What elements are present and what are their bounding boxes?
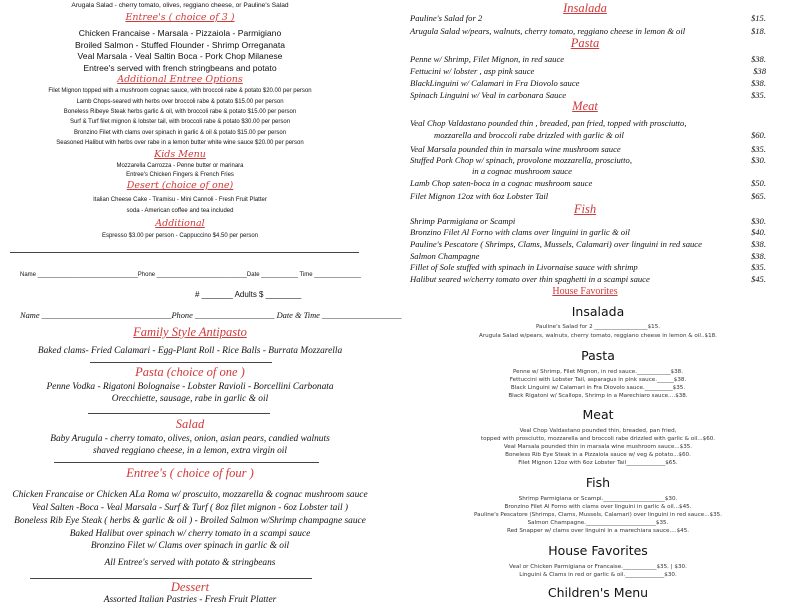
menu-line: Black Linguini w/ Calamari in Fra Diovolo sauce.__________$35. [510,385,686,391]
additional-option: Lamb Chops-seared with herbs over broccoli rabe & potato $15.00 per person [76,99,284,105]
divider [88,413,270,414]
item-price: $40. [750,227,766,237]
menu-item [410,26,766,36]
house-favorites-header: House Favorites [552,286,618,297]
item-price: $45. [750,274,766,284]
menu-item [410,227,766,237]
additional-option: Surf & Turf filet mignon & lobster tail, with broccoli rabe & potato $30.00 per person [69,119,291,125]
item-price: $38. [750,78,766,88]
kids-header: Kids Menu [154,149,206,160]
guest-count-field[interactable]: # _______ Adults $ ________ [195,290,302,299]
antipasto-header: Family Style Antipasto [133,325,247,339]
item-price: $50. [750,178,766,188]
menu-line: Veal Chop Valdastano pounded thin, breaded, pan fried, [519,428,677,434]
menu-line: Bronzino Filet Al Forno with clams over linguini in garlic & oil...$45. [504,504,692,510]
menu-line: Fettuccini with Lobster Tail, asparagus in pink sauce.______$38. [509,377,687,383]
menu-item [410,66,766,76]
item-name: Halibut seared w/cherry tomato over thin spaghetti in a scampi sauce [410,274,650,284]
menu-line: Pauline's Pescatore (Shrimps, Clams, Mussels, Calamari) over linguini in red sauce...$35. [474,512,722,518]
insalada-header: Insalada [563,1,607,15]
banquet-entree: Broiled Salmon - Stuffed Flounder - Shrimp Orreganata [74,40,285,50]
salad-item: shaved reggiano cheese, in a lemon, extra virgin oil [92,446,288,456]
item-name: Fettucini w/ lobster , asp pink sauce [410,66,535,76]
menu-line: Red Snapper w/ clams over linguini in a marechiara sauce....$45. [506,528,690,534]
item-name: Spinach Linguini w/ Veal in carbonara Sauce [410,90,567,100]
fish-header: Fish [573,202,597,216]
menu-line: Linguini & Clams in red or garlic & oil.______________$30. [519,572,677,578]
item-price: $35. [750,90,766,100]
salad-header: Salad [175,417,205,431]
menu-line: Boneless Rib Eye Steak in a Pizzaiola sauce w/ veg & potato...$60. [505,452,691,458]
item-price: $65. [750,191,766,201]
house-favorites-heading: House Favorites [548,543,648,558]
beverage-prices: Espresso $3.00 per person - Cappuccino $4.50 per person [101,233,259,239]
menu-item [410,130,766,140]
entree-header: Entree's ( choice of four ) [126,466,254,480]
menu-line: Filet Mignon 12oz with 6oz Lobster Tail______________$65. [518,460,678,466]
menu-item [410,178,766,188]
item-price: $38. [750,54,766,64]
item-price: $38. [750,251,766,261]
item-price: $38 [753,66,766,76]
item-name: Veal Marsala pounded thin in marsala wine mushroom sauce [410,144,621,154]
dessert-header: Dessert [170,580,210,594]
menu-item [410,166,766,176]
divider [10,252,359,253]
menu-item [410,251,766,261]
item-name: Salmon Champagne [410,251,480,261]
meat-header: Meat [572,99,598,113]
pasta-header: Pasta (choice of one ) [135,365,245,379]
menu-item [410,191,766,201]
pasta-heading: Pasta [581,348,615,363]
additional-option: Seasoned Halibut with herbs over rabe in a lemon butter white wine sauce $20.00 per person [56,140,304,146]
pasta-header: Pasta [570,36,600,50]
item-name: Bronzino Filet Al Forno with clams over linguini in garlic & oil [410,227,630,237]
dessert-item: Assorted Italian Pastries - Fresh Fruit Platter [103,595,277,605]
entree-item: Bronzino Filet w/ Clams over spinach in garlic & oil [90,541,290,551]
menu-item [410,78,766,88]
banquet-salad: Arugala Salad - cherry tomato, olives, reggiano cheese, or Pauline's Salad [71,2,289,9]
menu-item [410,239,766,249]
childrens-menu-heading: Children's Menu [547,585,649,600]
entree-item: Baked Halibut over spinach w/ cherry tomato in a scampi sauce [69,529,311,539]
additional-option: Bronzino Filet with clams over spinach in garlic & oil & potato $15.00 per person [73,130,287,136]
salad-item: Baby Arugula - cherry tomato, olives, onion, asian pears, candied walnuts [50,434,330,444]
banquet-entree-header: Entree's ( choice of 3 ) [125,12,235,23]
entree-item: Veal Salten -Boca - Veal Marsala - Surf & Turf ( 8oz filet mignon - 6oz Lobster tail ) [31,503,349,513]
banquet-entree: Chicken Francaise - Marsala - Pizzaiola - Parmigiano [78,28,282,38]
desert-header: Desert (choice of one) [126,180,234,191]
menu-item [410,274,766,284]
menu-item [410,118,766,128]
item-name: Pauline's Pescatore ( Shrimps, Clams, Mussels, Calamari) over linguini in red sauce [410,239,702,249]
banquet-entree: Veal Marsala - Veal Saltin Boca - Pork Chop Milanese [77,51,283,61]
additional-option: Boneless Ribeye Steak herbs garlic & oil, with broccoli rabe & potato $15.00 per person [63,109,297,115]
item-price: $18. [750,26,766,36]
additional-option: Filet Mignon topped with a mushroom cognac sauce, with broccoli rabe & potato $20.00 per person [48,88,312,94]
item-name: Shrimp Parmigiana or Scampi [410,216,516,226]
divider [30,578,312,579]
menu-line: Black Rigatoni w/ Scallops, Shrimp in a Marechiaro sauce....$38. [508,393,688,399]
desert-item: Italian Cheese Cake - Tiramisu - Mini Cannoli - Fresh Fruit Platter [93,197,267,203]
item-name: Penne w/ Shrimp, Filet Mignon, in red sauce [410,54,565,64]
item-name: Stuffed Pork Chop w/ spinach, provolone mozzarella, prosciutto, [410,155,632,165]
kids-item: Mozzarella Carrozza - Penne butter or marinara [116,163,244,169]
entree-note: All Entree's served with potato & stringbeans [104,558,276,568]
pasta-item: Penne Vodka - Rigatoni Bolognaise - Lobster Ravioli - Borcellini Carbonata [46,382,334,392]
additional-options-header: Additional Entree Options [117,74,243,85]
banquet-entree-note: Entree's served with french stringbeans and potato [83,63,277,73]
entree-item: Chicken Francaise or Chicken ALa Roma w/ proscuito, mozzarella & cognac mushroom sauce [12,490,368,500]
menu-item [410,54,766,64]
menu-line: Veal or Chicken Parmigiana or Francaise.____________$35. | $30. [509,564,687,570]
item-name: BlackLinguini w/ Calamari in Fra Diovolo sauce [410,78,580,88]
menu-item [410,216,766,226]
banquet-form-fields[interactable]: Name ______________________________Phone ___________________________Date ___________ Time ______________ [20,272,361,278]
meat-heading: Meat [582,407,614,422]
menu-item [410,262,766,272]
menu-line: Veal Marsala pounded thin in marsala wine mushroom sauce...$35. [503,444,693,450]
menu-line: topped with prosciutto, mozzarella and broccoli rabe drizzled with garlic & oil...$60. [480,436,716,442]
menu-line: Shrimp Parmigiana or Scampi.______________________$30. [518,496,678,502]
divider [90,362,272,363]
entree-item: Boneless Rib Eye Steak ( herbs & garlic & oil ) - Broiled Salmon w/Shrimp champagne sauce [14,516,366,526]
insalada-heading: Insalada [571,304,625,319]
item-name: Arugula Salad w/pears, walnuts, cherry tomato, reggiano cheese in lemon & oil [410,26,686,36]
fish-heading: Fish [585,475,611,490]
menu-item [410,144,766,154]
item-name: Filet Mignon 12oz with 6oz Lobster Tail [410,191,549,201]
item-name: Lamb Chop saten-boca in a cognac mushroom sauce [410,178,593,188]
item-name: Veal Chop Valdastano pounded thin , breaded, pan fried, topped with prosciutto, [410,118,687,128]
item-price: $35. [750,262,766,272]
menu-line: Arugula Salad w/pears, walnuts, cherry tomato, reggiano cheese in lemon & oil..$18. [479,333,717,339]
family-form-fields[interactable]: Name _______________________________Phone ___________________ Date & Time ___________________ [20,311,402,320]
item-price: $35. [750,144,766,154]
additional-header: Additional [155,218,205,229]
item-name: Fillet of Sole stuffed with spinach in Livornaise sauce with shrimp [410,262,638,272]
kids-item: Entree's Chicken Fingers & French Fries [126,172,234,178]
menu-line: Salmon Champagne._________________________$35. [527,520,669,526]
item-price: $38. [750,239,766,249]
menu-item [410,155,766,165]
pasta-item: Orecchiette, sausage, rabe in garlic & oil [111,394,269,404]
menu-item [410,13,766,23]
item-price: $30. [750,216,766,226]
antipasto-items: Baked clams- Fried Calamari - Egg-Plant Roll - Rice Balls - Burrata Mozzarella [37,346,343,356]
item-price: $30. [750,155,766,165]
item-price: $15. [750,13,766,23]
divider [54,462,319,463]
desert-item: soda - American coffee and tea included [126,208,234,214]
item-name: mozzarella and broccoli rabe drizzled with garlic & oil [434,130,624,140]
menu-line: Pauline's Salad for 2 ___________________$15. [535,324,661,330]
item-name: Pauline's Salad for 2 [410,13,483,23]
menu-line: Penne w/ Shrimp, Filet Mignon, in red sauce.____________$38. [512,369,684,375]
item-name: in a cognac mushroom sauce [472,166,572,176]
item-price: $60. [750,130,766,140]
